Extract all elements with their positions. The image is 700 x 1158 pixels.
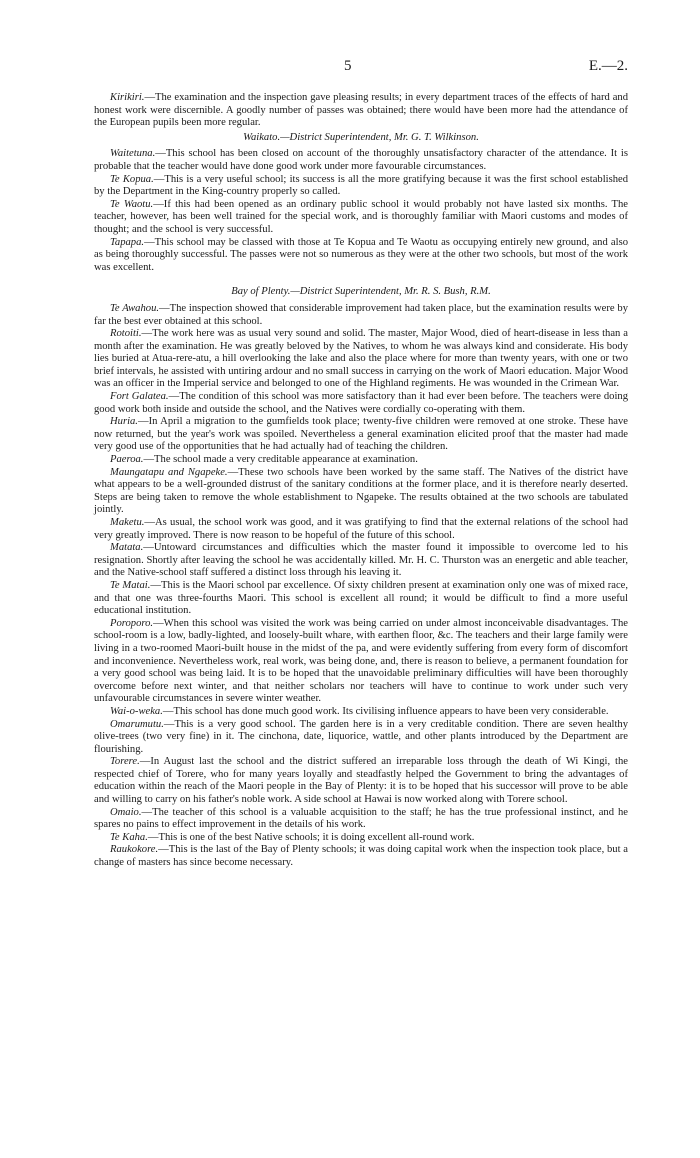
paragraph	[94, 618, 628, 706]
section-heading: Waikato.—District Superintendent, Mr. G. T. Wilkinson.	[243, 131, 479, 143]
paragraph-text: —This is one of the best Native schools; it is doing excellent all-round work.	[147, 831, 475, 843]
school-name: Poroporo.	[110, 617, 154, 629]
paragraph-text: —The examination and the inspection gave pleasing results; in every department traces of the effects of hard and honest work were discernible. A goodly number of passes was obtained; there would have been more had the attendance of the European pupils been more regular.	[94, 92, 628, 129]
paragraph	[94, 467, 628, 517]
paragraph	[94, 517, 628, 542]
paragraph-text: —The inspection showed that considerable improvement had taken place, but the examination results were by far the best ever obtained at this school.	[94, 302, 628, 327]
section-bay-of-plenty	[94, 286, 628, 869]
school-name: Kirikiri.	[110, 92, 145, 103]
paragraph	[94, 148, 628, 173]
school-name: Rotoiti.	[110, 328, 142, 340]
section-heading: Bay of Plenty.—District Superintendent, Mr. R. S. Bush, R.M.	[231, 286, 491, 298]
paragraph-text: —This school has done much good work. Its civilising influence appears to have been very considerable.	[162, 705, 609, 717]
paragraph-text: —These two schools have been worked by the same staff. The Natives of the district have what appears to be a well-grounded distrust of the sanitary conditions at the former place, and it is therefore nearly deserted. Steps are being taken to remove the whole establishment to Ngapeke. The results obtained at the two schools are tabulated jointly.	[94, 466, 628, 516]
school-name: Te Waotu.	[110, 198, 154, 210]
paragraph	[94, 580, 628, 618]
paragraph-text: —This is the Maori school par excellence. Of sixty children present at examination only one was of mixed race, and that one was three-fourths Maori. This school is excellent all round; it would be difficult to find a more useful educational institution.	[94, 579, 628, 617]
school-name: Fort Galatea.	[110, 391, 169, 403]
paragraph	[94, 706, 628, 719]
paragraph-text: —Untoward circumstances and difficulties which the master found it impossible to overcome led to his resignation. Shortly after leaving the school he was accidentally killed. Mr. H. C. Thurston was an energetic and able teacher, and the Native-school staff suffered a distinct loss through his leaving it.	[94, 542, 628, 579]
paragraph	[94, 416, 628, 454]
school-name: Matata.	[110, 542, 144, 554]
paragraph-text: —In August last the school and the district suffered an irreparable loss through the death of Wi Kingi, the respected chief of Torere, who for many years loyally and steadfastly helped the Government to bring the advantages of education within the reach of the Maori people in the Bay of Plenty: it is to be hoped that his successor will prove to be able and willing to carry on his father's noble work. A side school at Hawai is now worked along with Torere school.	[94, 756, 628, 806]
paragraph-text: —When this school was visited the work was being carried on under almost inconceivable disadvantages. The school-room is a low, badly-lighted, and loosely-built whare, with earthen floor, &c. The teachers and their large family were living in a two-roomed Maori-built house in the midst of the pa, and were evidently suffering from every form of discomfort and inconvenience. Nevertheless work, real work, was being done, and, there is reason to believe, a permanent foundation for a very good school was being laid. It is to be hoped that the unavoidable preliminary difficulties will have been thoroughly overcome before next winter, and that neither scholars nor teachers will have to continue to work under such very unfavourable circumstances in severe winter weather.	[94, 617, 628, 705]
paragraph	[94, 199, 628, 237]
paragraph-text: —This is a very good school. The garden here is in a very creditable condition. There are seven healthy olive-trees (two very fine) in it. The cinchona, date, liquorice, wattle, and other plants introduced by the Department are flourishing.	[94, 718, 628, 755]
paragraph-text: —The teacher of this school is a valuable acquisition to the staff; he has the true professional instinct, and he spares no pains to effect improvement in the details of his work.	[94, 806, 628, 831]
paragraph-text: —The condition of this school was more satisfactory than it had ever been before. The teachers were doing good work both inside and outside the school, and the Natives were cordially co-operating with them.	[94, 391, 628, 415]
document-page	[94, 58, 628, 870]
school-name: Te Matai.	[110, 579, 151, 591]
paragraph-text: —As usual, the school work was good, and it was gratifying to find that the external relations of the school had very greatly improved. There is now reason to be hopeful of the future of this school.	[94, 517, 628, 541]
paragraph	[94, 92, 628, 130]
paragraph-text: —The school made a very creditable appearance at examination.	[143, 454, 418, 466]
section-waikato	[94, 132, 628, 275]
paragraph	[94, 844, 628, 869]
paragraph	[94, 174, 628, 199]
school-name: Omaio.	[110, 806, 142, 818]
paragraph	[94, 719, 628, 757]
school-name: Te Kopua.	[110, 173, 154, 185]
school-name: Omarumutu.	[110, 718, 164, 730]
paragraph	[94, 237, 628, 275]
document-reference: E.—2.	[588, 58, 628, 74]
paragraph	[94, 303, 628, 328]
paragraph	[94, 807, 628, 832]
school-name: Te Kaha.	[110, 831, 148, 843]
school-name: Wai-o-weka.	[110, 705, 163, 717]
paragraph	[94, 542, 628, 580]
section-kirikiri	[94, 92, 628, 130]
school-name: Maketu.	[110, 517, 145, 528]
school-name: Te Awahou.	[110, 302, 160, 314]
paragraph	[94, 756, 628, 806]
paragraph-text: —This is a very useful school; its success is all the more gratifying because it was the first school established by the Department in the King-country properly so called.	[94, 173, 629, 198]
paragraph	[94, 391, 628, 416]
page-header	[94, 58, 628, 76]
school-name: Maungatapu and Ngapeke.	[110, 466, 228, 478]
paragraph-text: —This is the last of the Bay of Plenty schools; it was doing capital work when the inspection took place, but a change of masters has since become necessary.	[94, 844, 628, 869]
paragraph	[94, 454, 628, 467]
paragraph	[94, 328, 628, 391]
paragraph-text: —If this had been opened as an ordinary public school it would probably not have lasted six months. The teacher, however, has been well trained for the special work, and is thoroughly familiar with Maori customs and modes of thought; and the school is very successful.	[94, 198, 628, 235]
paragraph-text: —In April a migration to the gumfields took place; twenty-five children were removed at one stroke. These have now returned, but the year's work was spoiled. Nevertheless a general examination elicited proof that the master had made very good use of the opportunities that he had actually had of teaching the children.	[94, 416, 628, 453]
paragraph	[94, 832, 628, 845]
school-name: Tapapa.	[110, 236, 145, 248]
paragraph-text: —The work here was as usual very sound and solid. The master, Major Wood, died of heart-disease in less than a month after the examination. He was greatly beloved by the Natives, to whom he was always kind and considerate. His body lies buried at Atua-rere-atu, a hill overlooking the lake and also the place where for more than twenty years, with one or two brief intervals, he assisted with untiring ardour and no small success in carrying on the work of Maori education. Major Wood was an officer in the Imperial service and belonged to one of the Highland regiments. He was wounded in the Crimean War.	[94, 328, 628, 390]
school-name: Paeroa.	[110, 454, 144, 466]
page-number: 5	[344, 58, 352, 74]
school-name: Torere.	[110, 756, 140, 768]
paragraph-text: —This school has been closed on account of the thoroughly unsatisfactory character of the attendance. It is probable that the teacher would have done good work under more favourable circumstances.	[94, 148, 628, 172]
school-name: Huria.	[110, 416, 138, 428]
paragraph-text: —This school may be classed with those at Te Kopua and Te Waotu as occupying entirely new ground, and also as being thoroughly successful. The passes were not so numerous as they were at the other two schools, but most of the work was excellent.	[94, 236, 628, 273]
school-name: Waitetuna.	[110, 148, 156, 160]
school-name: Raukokore.	[110, 844, 159, 856]
